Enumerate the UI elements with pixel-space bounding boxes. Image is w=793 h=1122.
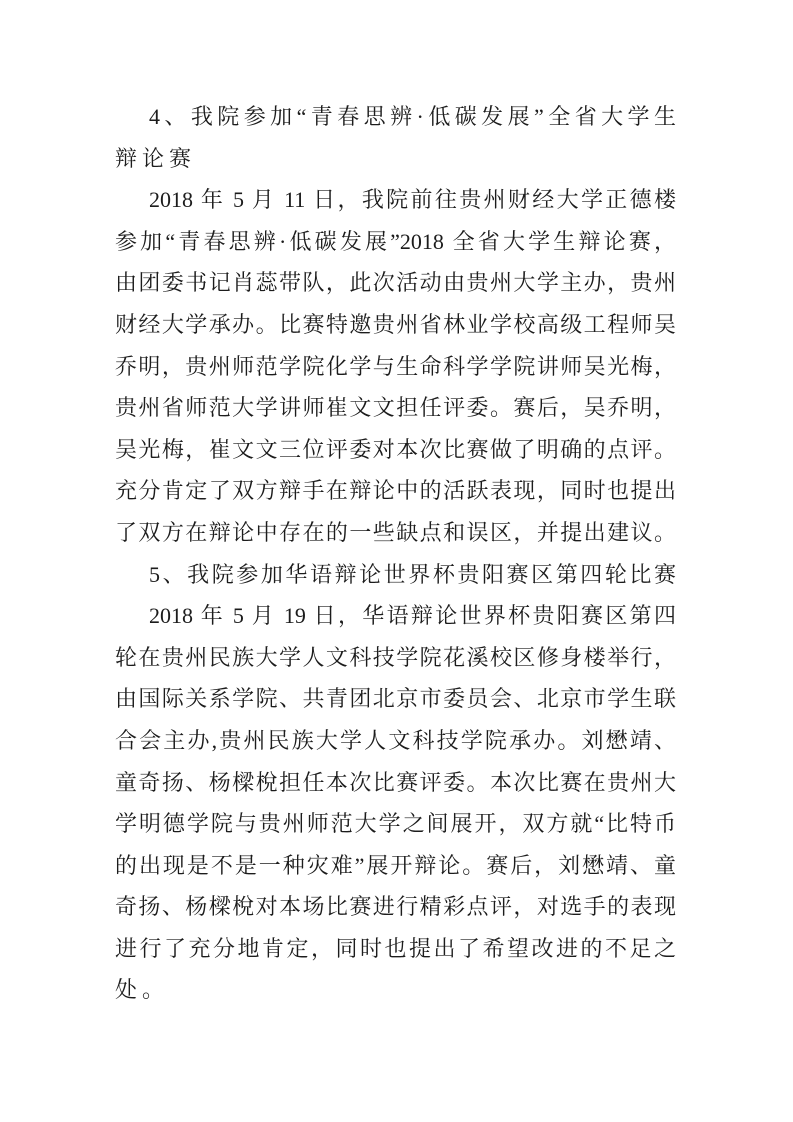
body-line: 吴光梅，崔文文三位评委对本次比赛做了明确的点评。	[115, 436, 676, 462]
body-line: 财经大学承办。比赛特邀贵州省林业学校高级工程师吴	[115, 311, 676, 337]
body-line: 由国际关系学院、共青团北京市委员会、北京市学生联	[115, 686, 676, 712]
body-line: 由团委书记肖蕊带队，此次活动由贵州大学主办，贵州	[115, 270, 676, 296]
body-line: 轮在贵州民族大学人文科技学院花溪校区修身楼举行，	[115, 644, 676, 670]
body-line: 童奇扬、杨樑梲担任本次比赛评委。本次比赛在贵州大	[115, 769, 676, 795]
body-line: 的出现是不是一种灾难”展开辩论。赛后，刘懋靖、童	[115, 852, 676, 878]
document-text	[115, 96, 676, 1011]
body-line: 2018 年 5 月 11 日，我院前往贵州财经大学正德楼	[149, 187, 676, 213]
body-line: 奇扬、杨樑梲对本场比赛进行精彩点评，对选手的表现	[115, 894, 676, 920]
body-line: 学明德学院与贵州师范大学之间展开，双方就“比特币	[115, 811, 676, 837]
body-line: 参加“青春思辨·低碳发展”2018 全省大学生辩论赛，	[115, 228, 676, 254]
heading-line: 辩论赛	[115, 145, 197, 171]
body-line: 贵州省师范大学讲师崔文文担任评委。赛后，吴乔明，	[115, 395, 676, 421]
body-line: 乔明，贵州师范学院化学与生命科学学院讲师吴光梅，	[115, 353, 676, 379]
body-line: 合会主办,贵州民族大学人文科技学院承办。刘懋靖、	[115, 727, 676, 753]
heading-line: 5、我院参加华语辩论世界杯贵阳赛区第四轮比赛	[149, 561, 676, 587]
body-line: 处。	[115, 977, 170, 1003]
heading-line: 4、我院参加“青春思辨·低碳发展”全省大学生	[149, 104, 676, 129]
body-line: 充分肯定了双方辩手在辩论中的活跃表现，同时也提出	[115, 478, 676, 504]
body-line: 进行了充分地肯定，同时也提出了希望改进的不足之	[115, 935, 676, 961]
body-line: 2018 年 5 月 19 日，华语辩论世界杯贵阳赛区第四	[149, 603, 676, 629]
body-line: 了双方在辩论中存在的一些缺点和误区，并提出建议。	[115, 519, 676, 545]
